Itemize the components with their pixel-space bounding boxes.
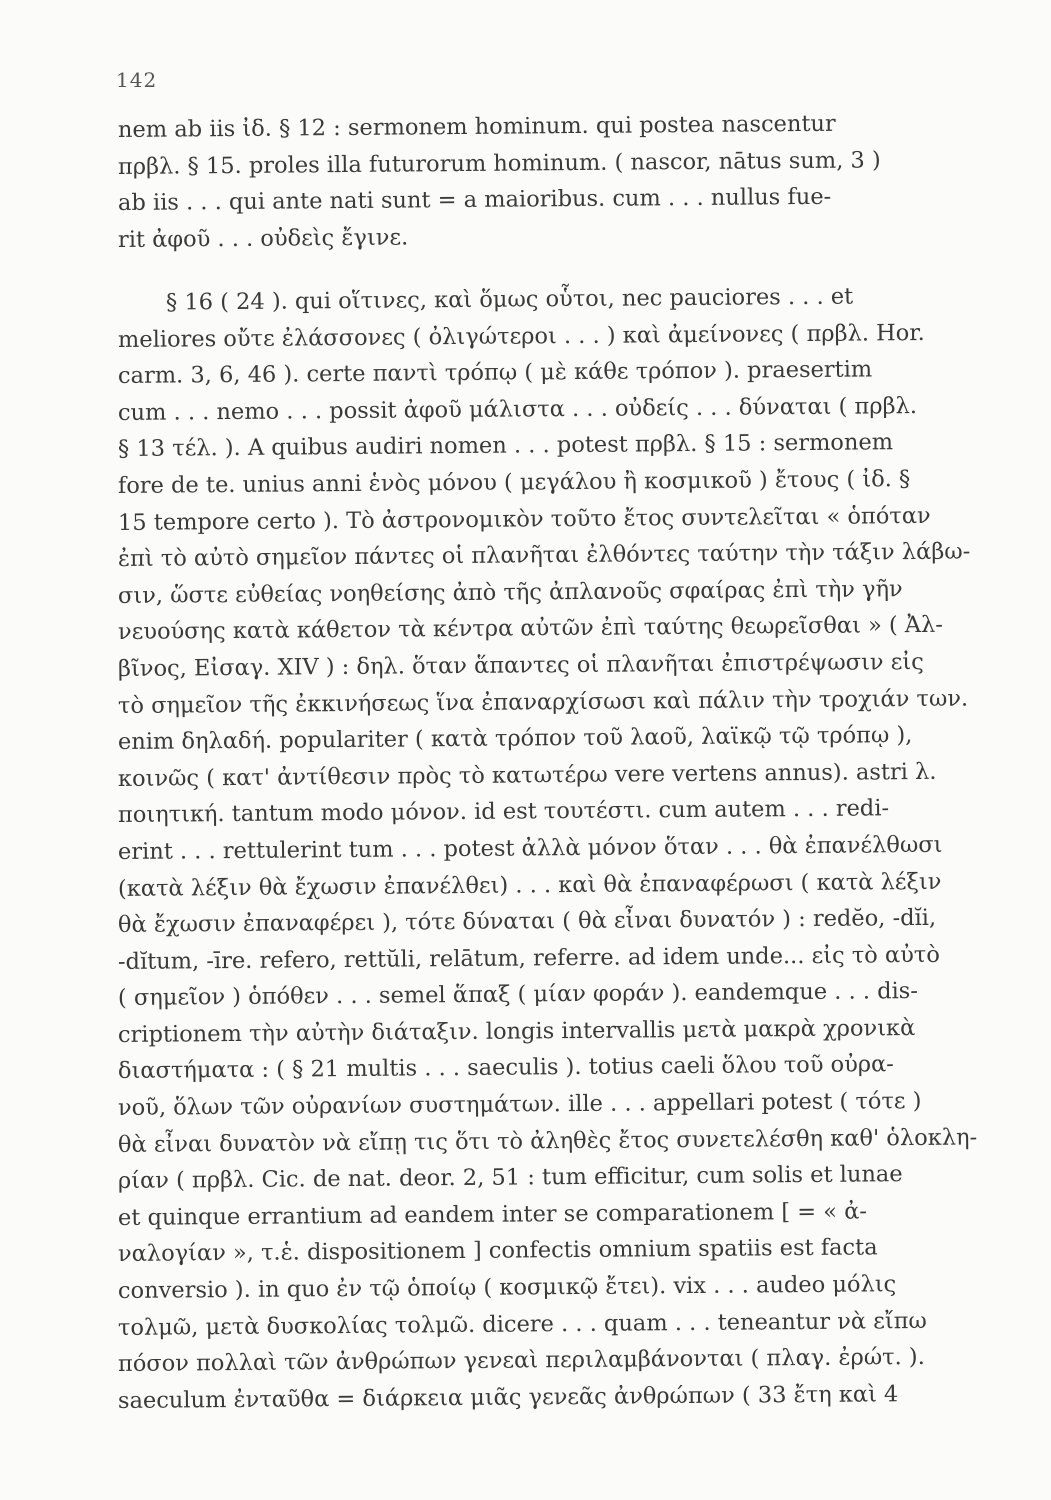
text-line: σιν, ὥστε εὐθείας νοηθείσης ἀπὸ τῆς ἀπλανοῦς σφαίρας ἐπὶ τὴν γῆν	[117, 575, 903, 609]
text-line: θὰ εἶναι δυνατὸν νὰ εἴπῃ τις ὅτι τὸ ἀληθὲς ἔτος συνετελέσθη καθ' ὁλοκλη-	[117, 1124, 978, 1158]
text-line: τὸ σημεῖον τῆς ἐκκινήσεως ἵνα ἐπαναρχίσωσι καὶ πάλιν τὴν τροχιάν των.	[117, 685, 969, 719]
text-line: carm. 3, 6, 46 ). certe παντὶ τρόπῳ ( μὲ κάθε τρόπον ). praesertim	[117, 356, 873, 390]
text-line: βῖνος, Εἰσαγ. XIV ) : δηλ. ὅταν ἅπαντες οἱ πλανῆται ἐπιστρέψωσιν εἰς	[117, 648, 924, 682]
text-line: enim δηλαδή. populariter ( κατὰ τρόπον τοῦ λαοῦ, λαϊκῷ τῷ τρόπῳ ),	[117, 722, 913, 756]
paragraph-2	[118, 285, 988, 1419]
text-line: ( σημεῖον ) ὁπόθεν . . . semel ἅπαξ ( μίαν φοράν ). eandemque . . . dis-	[117, 978, 919, 1012]
text-line: nem ab iis ἰδ. § 12 : sermonem hominum. qui postea nascentur	[117, 110, 836, 143]
text-line: κοινῶς ( κατ' ἀντίθεσιν πρὸς τὸ κατωτέρω vere vertens annus). astri λ.	[117, 758, 937, 792]
text-line: νοῦ, ὅλων τῶν οὐρανίων συστημάτων. ille . . . appellari potest ( τότε )	[117, 1088, 922, 1122]
text-line: fore de te. unius anni ἑνὸς μόνου ( μεγάλου ἢ κοσμικοῦ ) ἔτους ( ἰδ. §	[117, 466, 911, 499]
text-line: erint . . . rettulerint tum . . . potest ἀλλὰ μόνον ὅταν . . . θὰ ἐπανέλθωσι	[117, 831, 943, 865]
text-line: διαστήματα : ( § 21 multis . . . saeculis ). totius caeli ὅλου τοῦ οὐρα-	[117, 1051, 894, 1085]
text-line: § 16 ( 24 ). qui οἵτινες, καὶ ὅμως οὗτοι, nec pauciores . . . et	[165, 283, 854, 316]
text-line: ab iis . . . qui ante nati sunt = a maioribus. cum . . . nullus fue-	[117, 183, 832, 217]
text-line: criptionem τὴν αὐτὴν διάταξιν. longis intervallis μετὰ μακρὰ χρονικὰ	[117, 1014, 916, 1048]
page-number: 142	[116, 68, 158, 92]
text-line: πρβλ. § 15. proles illa futurorum hominum. ( nascor, nātus sum, 3 )	[117, 146, 881, 180]
text-line: et quinque errantium ad eandem inter se comparationem [ = « ἀ-	[117, 1198, 868, 1231]
text-line: 15 tempore certo ). Τὸ ἀστρονομικὸν τοῦτο ἔτος συντελεῖται « ὁπόταν	[117, 502, 931, 536]
text-line: τολμῶ, μετὰ δυσκολίας τολμῶ. dicere . . . quam . . . teneantur νὰ εἴπω	[117, 1307, 927, 1341]
text-line: rit ἀφοῦ . . . οὐδεὶς ἔγινε.	[117, 224, 409, 253]
text-line: ναλογίαν », τ.ἑ. dispositionem ] confectis omnium spatiis est facta	[117, 1234, 878, 1268]
text-line: conversio ). in quo ἐν τῷ ὁποίῳ ( κοσμικῷ ἔτει). vix . . . audeo μόλις	[117, 1271, 897, 1305]
text-line: θὰ ἔχωσιν ἐπαναφέρει ), τότε δύναται ( θὰ εἶναι δυνατόν ) : redĕo, -dĭi,	[117, 904, 937, 939]
text-line: ρίαν ( πρβλ. Cic. de nat. deor. 2, 51 : tum efficitur, cum solis et lunae	[117, 1161, 903, 1195]
text-line: (κατὰ λέξιν θὰ ἔχωσιν ἐπανέλθει) . . . καὶ θὰ ἐπαναφέρωσι ( κατὰ λέξιν	[117, 868, 942, 902]
text-line: meliores οὔτε ἐλάσσονες ( ὀλιγώτεροι . . . ) καὶ ἀμείνονες ( πρβλ. Hor.	[117, 319, 925, 353]
text-line: -dĭtum, -īre. refero, rettŭli, relātum, referre. ad idem unde... εἰς τὸ αὐτὸ	[117, 941, 940, 975]
text-line: ἐπὶ τὸ αὐτὸ σημεῖον πάντες οἱ πλανῆται ἐλθόντες ταύτην τὴν τάξιν λάβω-	[117, 538, 971, 573]
text-line: § 13 τέλ. ). A quibus audiri nomen . . . potest πρβλ. § 15 : sermonem	[117, 429, 894, 463]
text-line: saeculum ἐνταῦθα = διάρκεια μιᾶς γενεᾶς ἀνθρώπων ( 33 ἔτη καὶ 4	[117, 1381, 899, 1414]
paragraph-1	[118, 112, 988, 258]
text-line: cum . . . nemo . . . possit ἀφοῦ μάλιστα . . . οὐδείς . . . δύναται ( πρβλ.	[117, 392, 918, 426]
text-line: ποιητική. tantum modo μόνον. id est τουτέστι. cum autem . . . redi-	[117, 795, 890, 829]
text-line: νευούσης κατὰ κάθετον τὰ κέντρα αὐτῶν ἐπὶ ταύτης θεωρεῖσθαι » ( Ἀλ-	[117, 612, 944, 646]
text-line: πόσον πολλαὶ τῶν ἀνθρώπων γενεαὶ περιλαμβάνονται ( πλαγ. ἐρώτ. ).	[117, 1344, 925, 1378]
